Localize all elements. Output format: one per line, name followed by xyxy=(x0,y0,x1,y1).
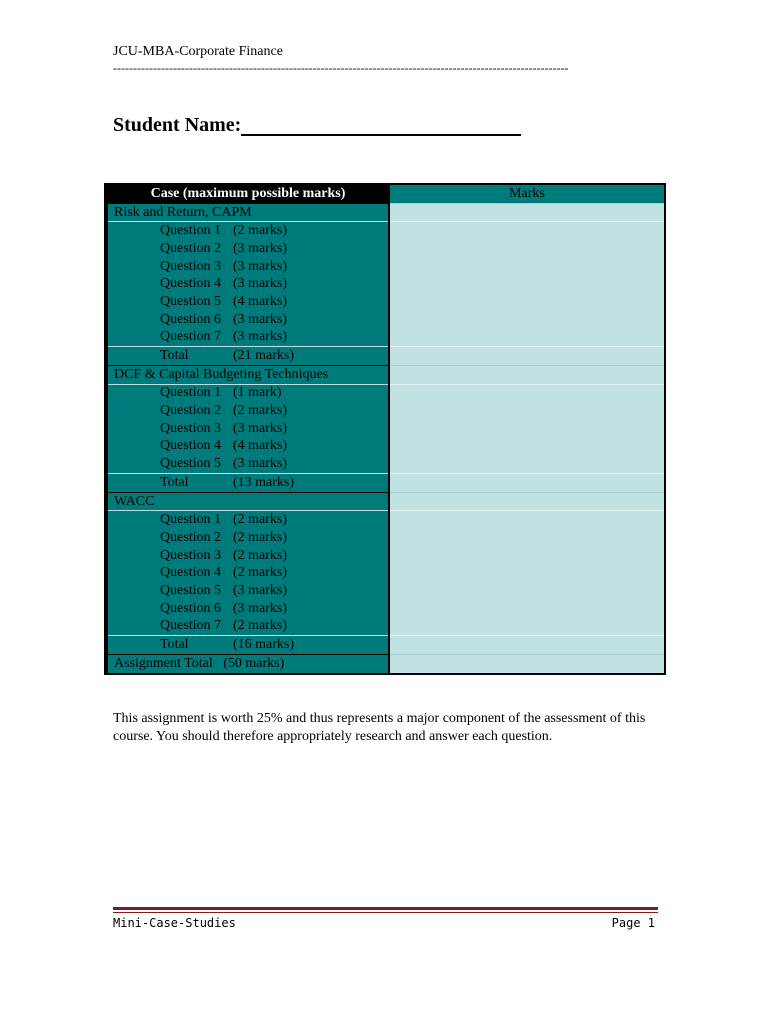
question-row xyxy=(106,222,665,240)
question-cell xyxy=(106,311,389,329)
item-label: Question 4 xyxy=(160,565,222,581)
section-row xyxy=(106,365,665,384)
assignment-note: This assignment is worth 25% and thus represents a major component of the assessment of this course. You should therefore appropriately research and answer each question. xyxy=(113,711,646,744)
item-marks: (2 marks) xyxy=(233,529,288,545)
question-cell xyxy=(106,293,389,311)
marks-cell xyxy=(389,240,665,258)
grand-total-label: Assignment Total xyxy=(114,655,213,671)
item-marks: (2 marks) xyxy=(233,565,288,581)
question-row xyxy=(106,329,665,347)
question-cell xyxy=(106,329,389,347)
item-label: Question 7 xyxy=(160,618,222,634)
marks-cell xyxy=(389,455,665,473)
question-cell xyxy=(106,547,389,565)
grand-total-cell xyxy=(106,654,389,673)
question-cell xyxy=(106,582,389,600)
item-label: Total xyxy=(160,348,189,364)
question-cell xyxy=(106,222,389,240)
total-cell xyxy=(106,636,389,655)
question-row xyxy=(106,311,665,329)
question-row xyxy=(106,600,665,618)
question-cell xyxy=(106,402,389,420)
question-cell xyxy=(106,275,389,293)
marks-cell xyxy=(389,402,665,420)
question-cell xyxy=(106,455,389,473)
item-marks: (21 marks) xyxy=(233,348,295,364)
item-marks: (3 marks) xyxy=(233,258,288,274)
item-marks: (3 marks) xyxy=(233,420,288,436)
item-label: Question 7 xyxy=(160,329,222,345)
question-row xyxy=(106,511,665,529)
item-label: Question 1 xyxy=(160,512,222,528)
student-name-line xyxy=(241,134,521,136)
total-row xyxy=(106,347,665,366)
marks-cell xyxy=(389,564,665,582)
item-marks: (3 marks) xyxy=(233,311,288,327)
marks-cell xyxy=(389,636,665,655)
marks-cell xyxy=(389,492,665,511)
question-row xyxy=(106,420,665,438)
marks-cell xyxy=(389,582,665,600)
item-marks: (2 marks) xyxy=(233,547,288,563)
question-row xyxy=(106,240,665,258)
marks-column-header: Marks xyxy=(389,184,665,203)
item-marks: (3 marks) xyxy=(233,600,288,616)
item-label: Question 5 xyxy=(160,582,222,598)
item-label: Question 1 xyxy=(160,385,222,401)
marks-cell xyxy=(389,384,665,402)
item-marks: (3 marks) xyxy=(233,276,288,292)
item-label: Question 2 xyxy=(160,529,222,545)
item-marks: (3 marks) xyxy=(233,240,288,256)
table-header-row xyxy=(106,184,665,203)
marks-cell xyxy=(389,275,665,293)
question-row xyxy=(106,438,665,456)
section-title: DCF & Capital Budgeting Techniques xyxy=(106,365,389,384)
item-label: Question 3 xyxy=(160,258,222,274)
item-label: Question 6 xyxy=(160,600,222,616)
total-cell xyxy=(106,474,389,493)
marks-cell xyxy=(389,474,665,493)
total-cell xyxy=(106,347,389,366)
question-cell xyxy=(106,438,389,456)
item-marks: (3 marks) xyxy=(233,329,288,345)
question-cell xyxy=(106,618,389,636)
item-marks: (2 marks) xyxy=(233,512,288,528)
section-row xyxy=(106,203,665,222)
header-title: JCU-MBA-Corporate Finance xyxy=(113,44,283,59)
question-row xyxy=(106,618,665,636)
marks-cell xyxy=(389,365,665,384)
item-marks: (13 marks) xyxy=(233,474,295,490)
question-row xyxy=(106,293,665,311)
footer-rule-thin xyxy=(113,912,658,913)
marks-cell xyxy=(389,511,665,529)
question-cell xyxy=(106,529,389,547)
item-marks: (1 mark) xyxy=(233,385,282,401)
marks-cell xyxy=(389,222,665,240)
marks-cell xyxy=(389,654,665,673)
marks-cell xyxy=(389,420,665,438)
marks-cell xyxy=(389,547,665,565)
question-cell xyxy=(106,258,389,276)
item-marks: (3 marks) xyxy=(233,456,288,472)
marks-cell xyxy=(389,293,665,311)
question-cell xyxy=(106,384,389,402)
marks-cell xyxy=(389,438,665,456)
item-label: Question 2 xyxy=(160,240,222,256)
total-row xyxy=(106,636,665,655)
question-row xyxy=(106,275,665,293)
item-label: Total xyxy=(160,637,189,653)
question-cell xyxy=(106,511,389,529)
question-row xyxy=(106,582,665,600)
case-column-header: Case (maximum possible marks) xyxy=(106,184,389,203)
question-cell xyxy=(106,420,389,438)
header-dash-rule: ------------------------------------------------------------------------------------------------------------------ xyxy=(113,62,569,74)
item-label: Question 6 xyxy=(160,311,222,327)
question-row xyxy=(106,258,665,276)
item-marks: (2 marks) xyxy=(233,618,288,634)
question-row xyxy=(106,529,665,547)
item-label: Question 3 xyxy=(160,420,222,436)
marks-cell xyxy=(389,311,665,329)
question-row xyxy=(106,547,665,565)
marks-cell xyxy=(389,618,665,636)
section-title: Risk and Return, CAPM xyxy=(106,203,389,222)
grand-total-marks: (50 marks) xyxy=(223,655,285,671)
footer-doc-title: Mini-Case-Studies xyxy=(113,916,236,930)
marks-cell xyxy=(389,347,665,366)
section-row xyxy=(106,492,665,511)
item-marks: (2 marks) xyxy=(233,223,288,239)
question-cell xyxy=(106,564,389,582)
item-marks: (4 marks) xyxy=(233,438,288,454)
grand-total-row xyxy=(106,654,665,673)
question-row xyxy=(106,402,665,420)
question-row xyxy=(106,384,665,402)
section-title: WACC xyxy=(106,492,389,511)
total-row xyxy=(106,474,665,493)
question-cell xyxy=(106,240,389,258)
item-label: Question 3 xyxy=(160,547,222,563)
marks-cell xyxy=(389,529,665,547)
footer-page-number: Page 1 xyxy=(611,916,655,930)
question-row xyxy=(106,564,665,582)
item-label: Question 2 xyxy=(160,403,222,419)
item-marks: (4 marks) xyxy=(233,293,288,309)
item-marks: (16 marks) xyxy=(233,637,295,653)
item-label: Total xyxy=(160,474,189,490)
question-cell xyxy=(106,600,389,618)
item-label: Question 5 xyxy=(160,293,222,309)
item-label: Question 4 xyxy=(160,276,222,292)
item-marks: (2 marks) xyxy=(233,403,288,419)
marks-cell xyxy=(389,600,665,618)
item-label: Question 1 xyxy=(160,223,222,239)
marks-table xyxy=(104,183,666,675)
footer-rule xyxy=(113,907,658,910)
question-row xyxy=(106,455,665,473)
marks-cell xyxy=(389,329,665,347)
marks-cell xyxy=(389,258,665,276)
item-label: Question 4 xyxy=(160,438,222,454)
marks-cell xyxy=(389,203,665,222)
student-name-label: Student Name: xyxy=(113,114,242,136)
item-label: Question 5 xyxy=(160,456,222,472)
item-marks: (3 marks) xyxy=(233,582,288,598)
